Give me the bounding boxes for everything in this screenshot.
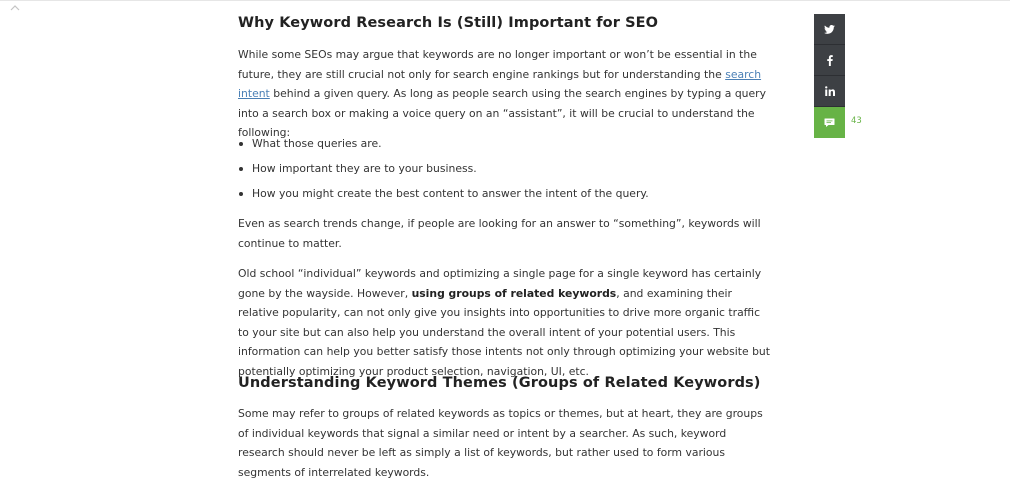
paragraph-keyword-themes: Some may refer to groups of related keywords as topics or themes, but at heart, they are groups of individual keywords that signal a similar need or intent by a searcher. As such, keyword research should never be left as simply a list of keywords, but rather used to form various segments of interrelated keywords. xyxy=(238,407,763,479)
paragraph-intro-text-b: behind a given query. As long as people search using the search engines by typing a query into a search box or making a voice query on an “assistant”, it will be crucial to understand the following: xyxy=(238,87,766,139)
search-intent-link[interactable]: search intent xyxy=(238,67,762,100)
paragraph-intro xyxy=(238,45,773,143)
twitter-share-button[interactable] xyxy=(814,14,845,45)
comment-count[interactable]: 43 xyxy=(851,116,862,126)
list-item xyxy=(238,184,773,209)
list-item-text: What those queries are. xyxy=(252,137,382,150)
facebook-share-button[interactable] xyxy=(814,45,845,76)
facebook-icon xyxy=(827,55,833,66)
bullet-dot xyxy=(239,167,243,171)
paragraph-intro-text-a: While some SEOs may argue that keywords are no longer important or won’t be essential in the future, they are still crucial not only for search engine rankings but for understanding the xyxy=(238,48,757,81)
comments-button[interactable] xyxy=(814,107,845,138)
section-heading-keyword-themes: Understanding Keyword Themes (Groups of Related Keywords) xyxy=(238,375,761,391)
list-item xyxy=(238,159,773,184)
emphasis-related-keywords: using groups of related keywords xyxy=(411,286,617,300)
paragraph-old-school xyxy=(238,264,773,381)
bullet-dot xyxy=(239,142,243,146)
list-item-text: How important they are to your business. xyxy=(252,162,477,175)
paragraph-old-school-text-a: Old school “individual” keywords and optimizing a single page for a single keyword has certainly gone by the wayside. However, xyxy=(238,267,762,300)
comment-icon xyxy=(824,118,835,128)
list-item xyxy=(238,134,773,159)
linkedin-share-button[interactable] xyxy=(814,76,845,107)
section-heading-keyword-research: Why Keyword Research Is (Still) Important for SEO xyxy=(238,15,659,31)
top-divider xyxy=(0,0,1010,1)
paragraph-old-school-text-b: , and examining their relative popularity, can not only give you insights into opportunities to drive more organic traffic to your site but can also help you understand the overall intent of your potential users. This information can help you better satisfy those intents not only through optimizing your website but potentially optimizing your product selection, navigation, UI, etc. xyxy=(238,286,770,378)
list-item-text: How you might create the best content to answer the intent of the query. xyxy=(252,187,649,200)
chevron-up-icon[interactable] xyxy=(8,3,22,17)
share-bar xyxy=(814,14,845,138)
paragraph-search-trends: Even as search trends change, if people are looking for an answer to “something”, keywords will continue to matter. xyxy=(238,217,761,250)
twitter-icon xyxy=(824,25,835,34)
linkedin-icon xyxy=(825,86,835,96)
bullet-dot xyxy=(239,192,243,196)
bullet-list xyxy=(238,134,773,209)
